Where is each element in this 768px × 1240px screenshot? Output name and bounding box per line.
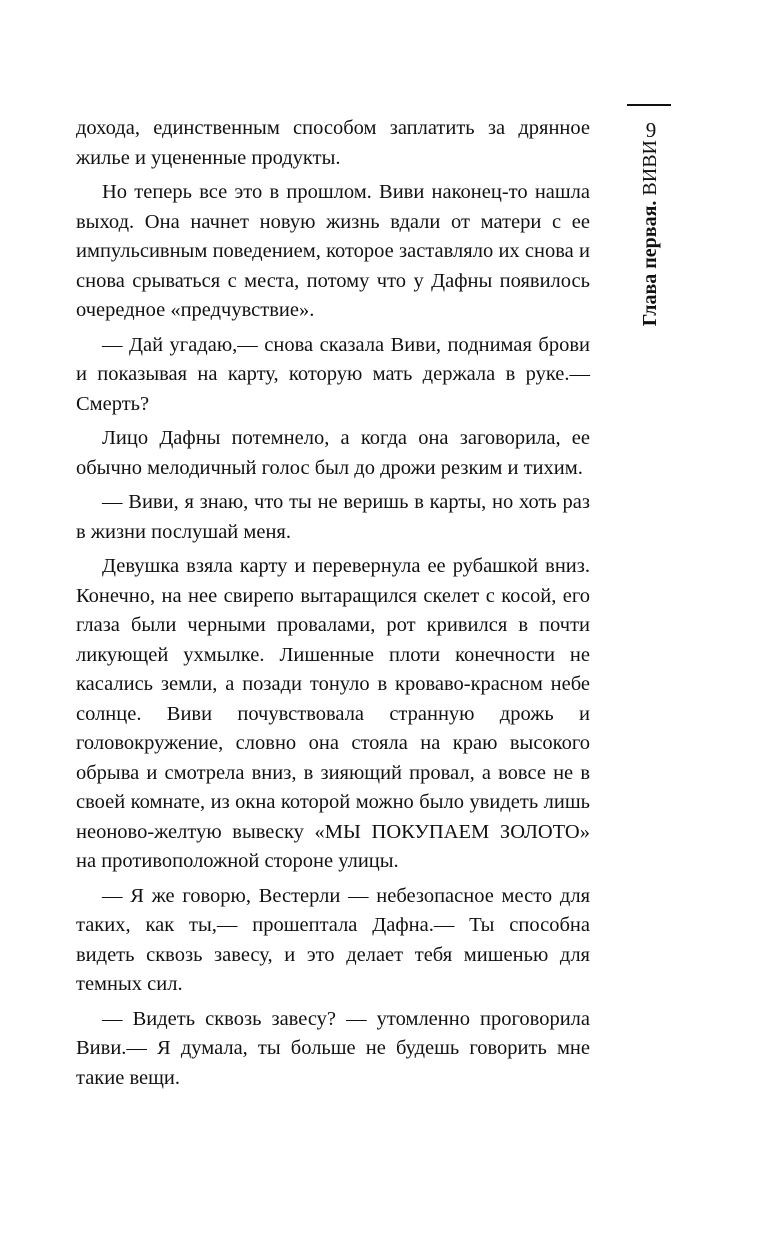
running-head-chapter: Глава первая. [639,200,661,327]
running-head [636,140,664,392]
paragraph: Девушка взяла карту и перевернула ее рубашкой вниз. Конечно, на нее свирепо вытаращился скелет с косой, его глаза были черными провалами, рот кривился в почти ликующей ухмылке. Лишенные плоти конечности не касались земли, а позади тонуло в кроваво-красном небе солнце. Виви почувствовала странную дрожь и головокружение, словно она стояла на краю высокого обрыва и смотрела вниз, в зияющий провал, а вовсе не в своей комнате, из окна которой можно было увидеть лишь неоново-желтую вывеску «МЫ ПОКУПАЕМ ЗОЛОТО» на противоположной стороне улицы. [76,555,590,872]
paragraph: дохода, единственным способом заплатить за дрянное жилье и уцененные продукты. [76,117,590,169]
paragraph: — Дай угадаю,— снова сказала Виви, поднимая брови и показывая на карту, которую мать держала в руке.— Смерть? [76,333,590,415]
header-rule [627,104,671,106]
page-body [76,114,590,1093]
page-number: 9 [645,118,657,142]
running-head-title: ВИВИ [639,140,661,196]
paragraph: — Виви, я знаю, что ты не веришь в карты, но хоть раз в жизни послушай меня. [76,491,590,543]
paragraph: — Видеть сквозь завесу? — утомленно проговорила Виви.— Я думала, ты больше не будешь говорить мне такие вещи. [76,1007,590,1089]
paragraph: Лицо Дафны потемнело, а когда она заговорила, ее обычно мелодичный голос был до дрожи резким и тихим. [76,427,590,479]
paragraph: Но теперь все это в прошлом. Виви наконец-то нашла выход. Она начнет новую жизнь вдали от матери с ее импульсивным поведением, которое заставляло их снова и снова срываться с места, потому что у Дафны появилось очередное «предчувствие». [76,181,590,321]
paragraph: — Я же говорю, Вестерли — небезопасное место для таких, как ты,— прошептала Дафна.— Ты способна видеть сквозь завесу, и это делает тебя мишенью для темных сил. [76,884,590,995]
